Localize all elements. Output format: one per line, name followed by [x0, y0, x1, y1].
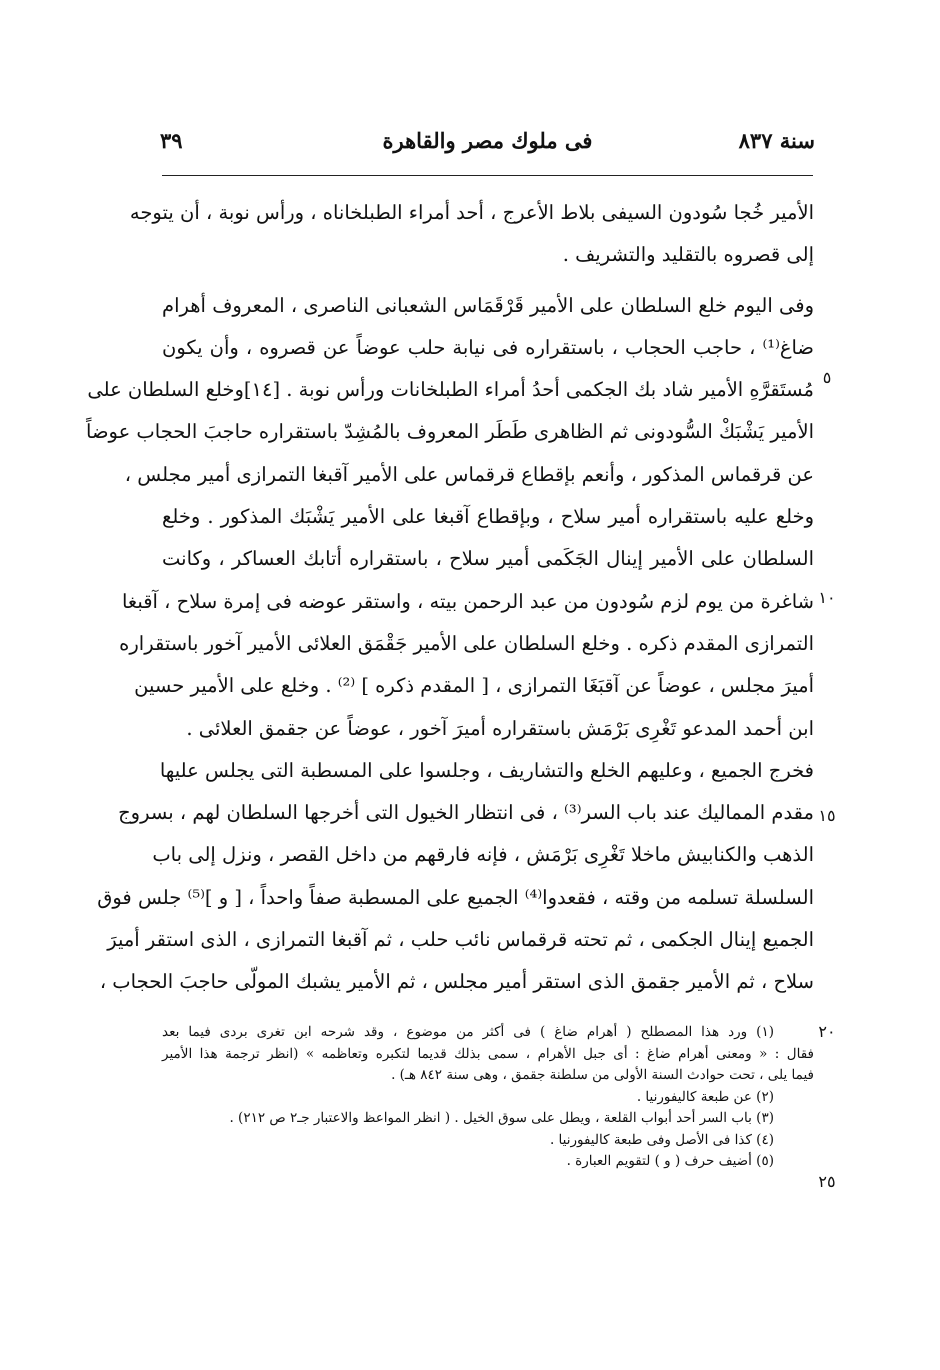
- footnote-line: فقال : « ومعنى أهرام ضاغ : أى جبل الأهرام ، سمى بذلك قديما لتكبره وتعاظمه » (انظر ترجمة هذا الأمير: [162, 1045, 814, 1062]
- main-text: [86, 192, 814, 1004]
- text-line: إلى قصروه بالتقليد والتشريف .: [562, 243, 814, 267]
- text-line: وفى اليوم خلع السلطان على الأمير قَرْقَمَاس الشعبانى الناصرى ، المعروف أهرام: [162, 293, 814, 317]
- line-number: ١٥: [818, 806, 836, 825]
- text-line: مقدم المماليك عند باب السر⁽³⁾ ، فى انتظار الخيول التى أخرجها السلطان لهم ، بسروج: [118, 801, 814, 825]
- text-line: ابن أحمد المدعو تَغْرِى بَرْمَش باستقراره أميرَ آخور ، عوضاً عن جقمق العلائى .: [186, 716, 814, 740]
- header-title: فى ملوك مصر والقاهرة: [382, 128, 593, 153]
- footnote-line: (٤) كذا فى الأصل وفى طبعة كاليفورنيا .: [549, 1131, 774, 1148]
- footnotes: [162, 1022, 814, 1173]
- text-line: التمرازى المقدم ذكره . وخلع السلطان على الأمير جَقْمَق العلائى الأمير آخور باستقراره: [119, 631, 814, 655]
- line-number: ١٠: [818, 588, 836, 607]
- text-line: الأمير يَشْبَكْ السُّودونى ثم الظاهرى طَطَر المعروف بالمُشِدّ باستقراره حاجبَ الحجاب عوضاً: [86, 420, 814, 444]
- line-number: ٢٥: [818, 1172, 836, 1191]
- footnote-line: (٥) أضيف حرف ( و ) لتقويم العبارة .: [566, 1153, 774, 1169]
- text-line: أميرَ مجلس ، عوضاً عن آقبَغَا التمرازى ، [ المقدم ذكره ] ⁽²⁾ . وخلع على الأمير حسين: [134, 674, 814, 698]
- footnote-line: (٢) عن طبعة كاليفورنيا .: [636, 1088, 774, 1105]
- text-line: ضاغ⁽¹⁾ ، حاجب الحجاب ، باستقراره فى نيابة حلب عوضاً عن قصروه ، وأن يكون: [162, 335, 814, 359]
- text-line: السلسلة تسلمه من وقته ، فقعدوا⁽⁴⁾ الجميع على المسطبة صفاً واحداً ، [ و ]⁽⁵⁾ جلس فوق: [97, 885, 814, 909]
- page-number: ٣٩: [160, 128, 183, 153]
- text-line: الجميع إينال الجكمى ، ثم تحته قرقماس نائب حلب ، ثم آقبغا التمرازى ، الذى استقر أميرَ: [107, 928, 814, 952]
- page-header: [160, 128, 815, 168]
- footnote-line: (١) ورد هذا المصطلح ( أهرام ضاغ ) فى أكثر من موضوع ، وقد شرحه ابن تغرى بردى فيما بعد: [162, 1024, 774, 1040]
- text-line: وخلع عليه باستقراره أمير سلاح ، وبإقطاع آقبغا على الأمير يَشْبَك المذكور . وخلع: [162, 505, 814, 529]
- header-rule: [162, 175, 813, 176]
- text-line: عن قرقماس المذكور ، وأنعم بإقطاع قرقماس على الأمير آقبغا التمرازى أمير مجلس ،: [124, 462, 814, 486]
- text-line: مُستَقرَّهِ الأمير شاد بك الجكمى أحدُ أمراء الطبلخانات ورأس نوبة . [١٤]وخلع السلطان على: [87, 378, 814, 402]
- text-line: السلطان على الأمير إينال الجَكَمى أمير سلاح ، باستقراره أتابك العساكر ، وكانت: [162, 547, 814, 571]
- header-year: سنة ٨٣٧: [738, 128, 815, 153]
- text-line: الأمير خُجا سُودون السيفى بلاط الأعرج ، أحد أمراء الطبلخاناه ، ورأس نوبة ، أن يتوجه: [129, 201, 814, 224]
- footnote-line: فيما يلى ، تحت حوادث السنة الأولى من سلطنة جقمق ، وهى سنة ٨٤٢ هـ) .: [391, 1067, 814, 1083]
- text-line: شاغرة من يوم لزم سُودون من عبد الرحمن بيته ، واستقر عوضه فى إمرة سلاح ، آقبغا: [121, 589, 814, 613]
- line-number: ٥: [822, 368, 832, 387]
- footnote-line: (٣) باب السر أحد أبواب القلعة ، ويطل على سوق الخيل . ( انظر المواعظ والاعتبار جـ٢ ص ٢١٢) .: [229, 1110, 774, 1126]
- text-line: فخرج الجميع ، وعليهم الخلع والتشاريف ، وجلسوا على المسطبة التى يجلس عليها: [159, 758, 814, 782]
- text-line: سلاح ، ثم الأمير جقمق الذى استقر أمير مجلس ، ثم الأمير يشبك المولّى حاجبَ الحجاب ،: [99, 970, 814, 994]
- line-number: ٢٠: [818, 1022, 836, 1041]
- text-line: الذهب والكنابيش ماخلا تَغْرِى بَرْمَش ، فإنه فارقهم من داخل القصر ، ونزل إلى باب: [152, 843, 814, 867]
